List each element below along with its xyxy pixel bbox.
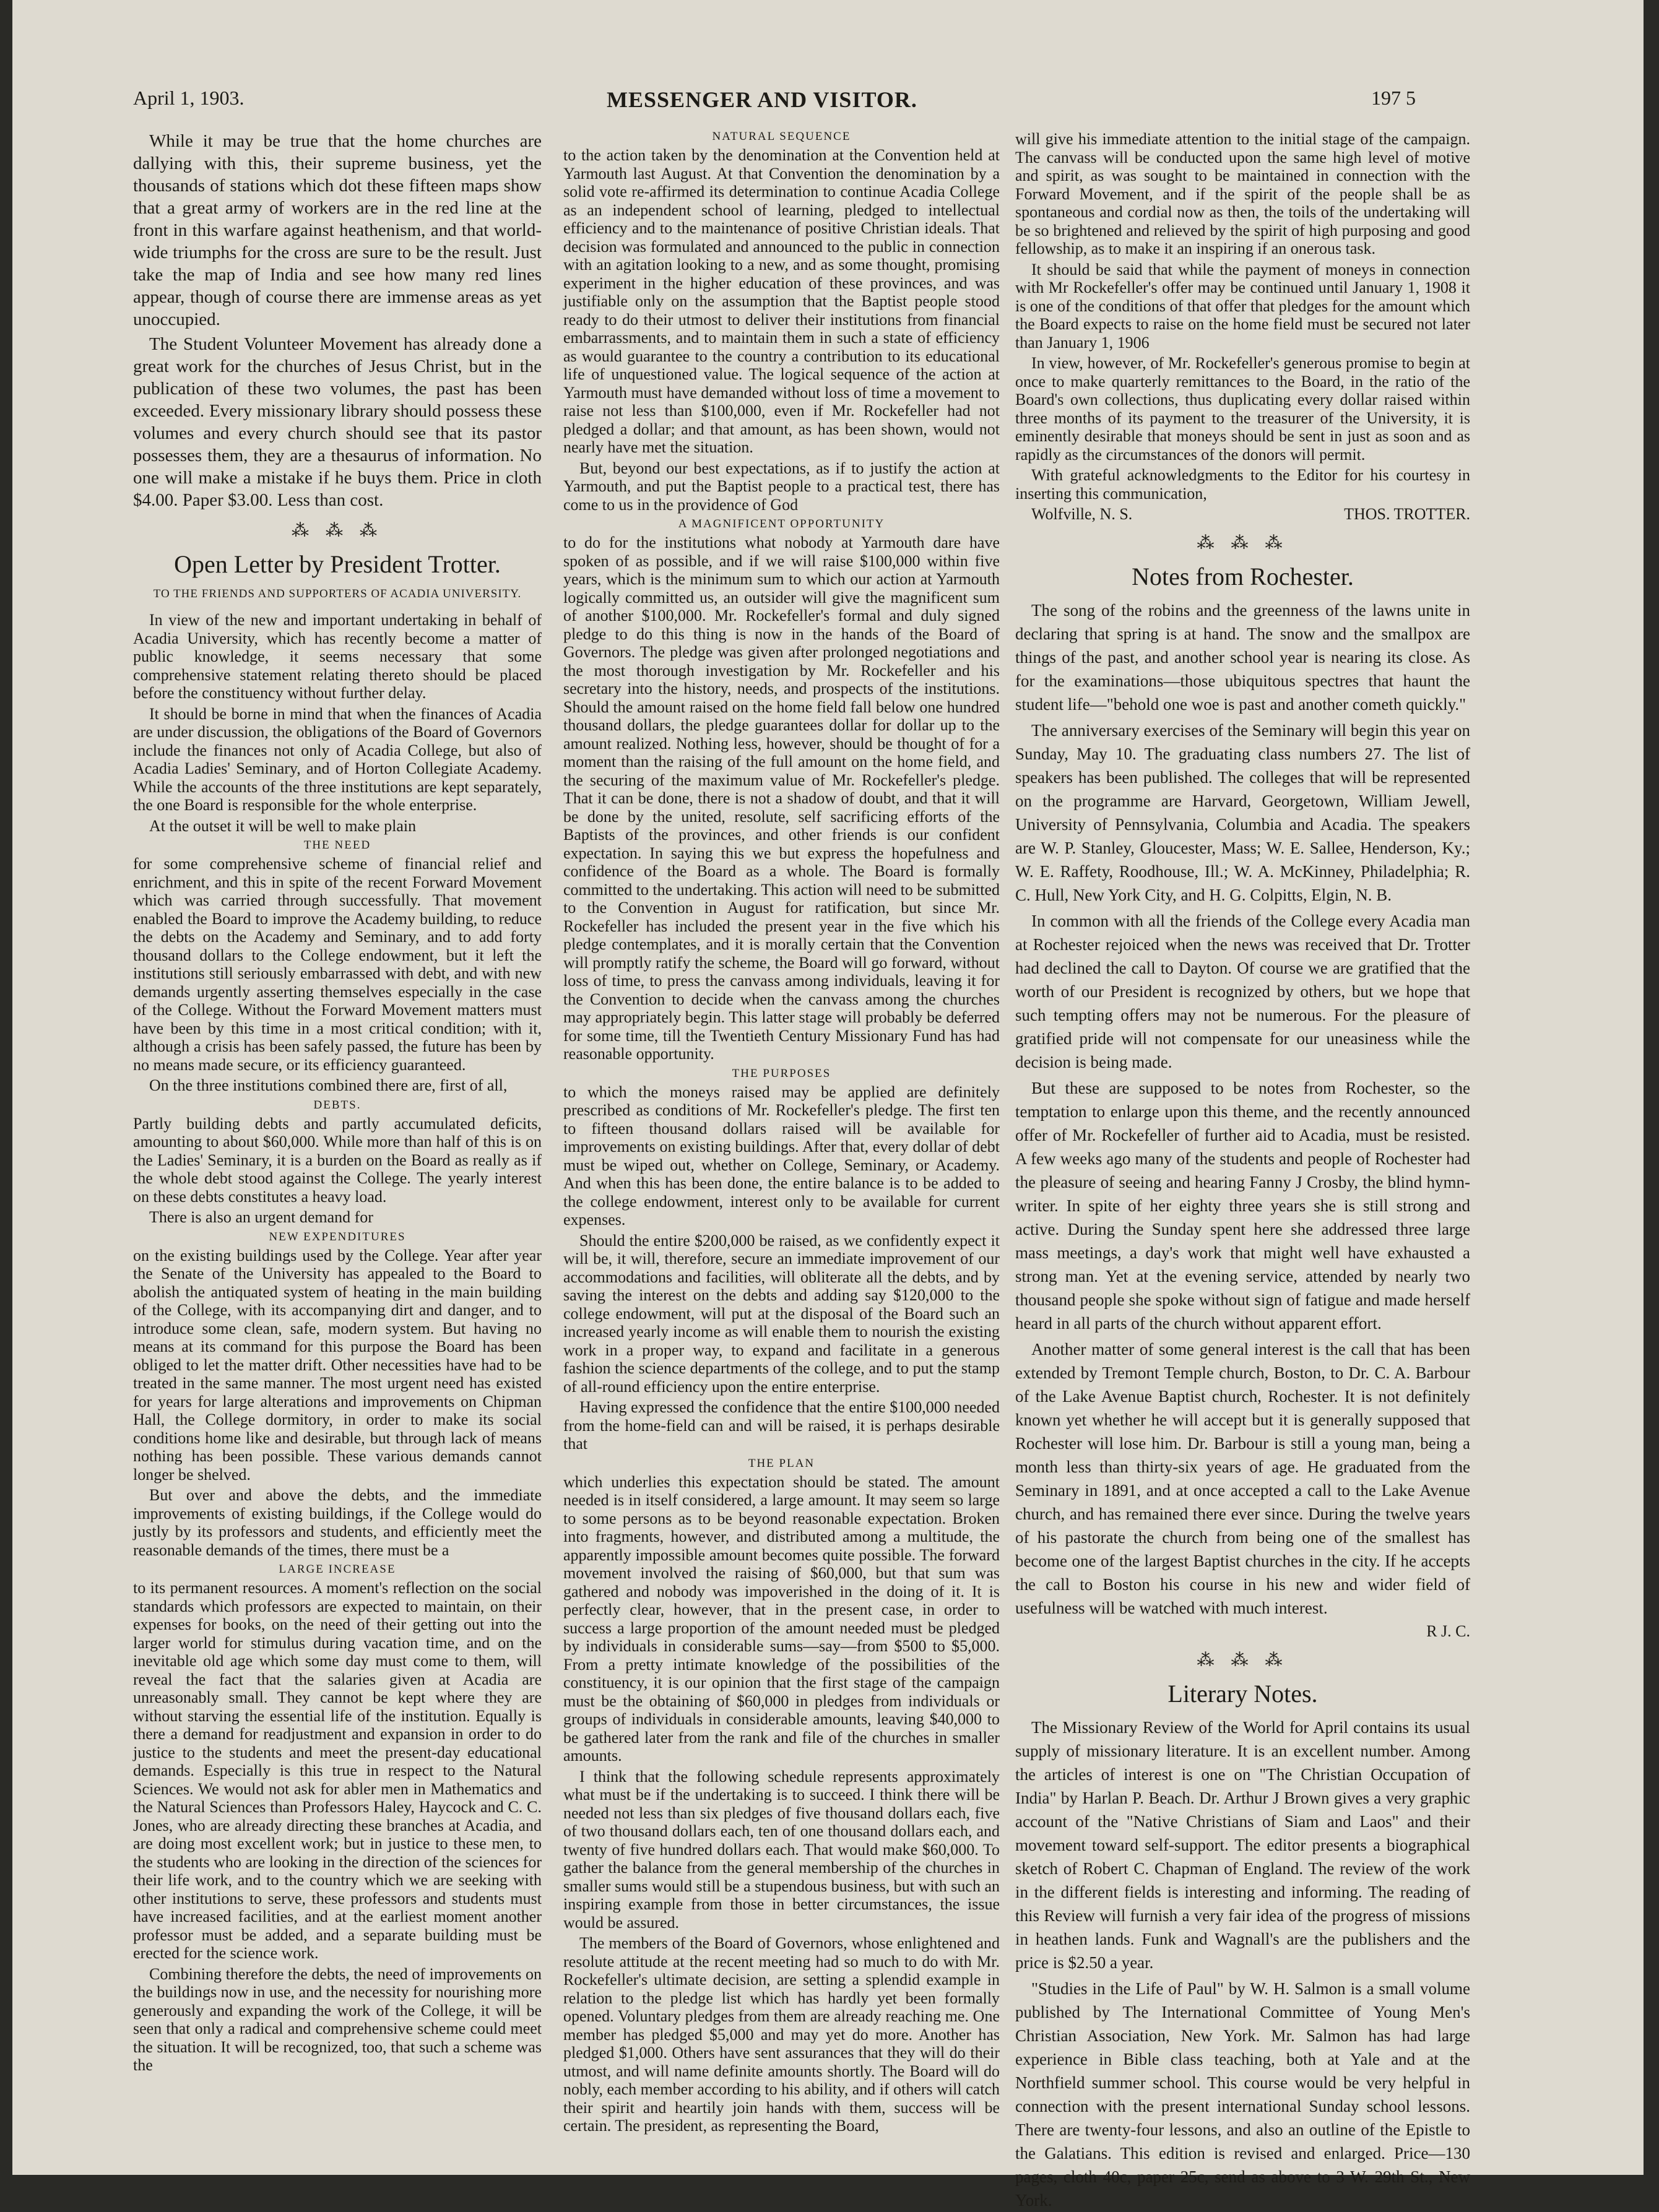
paragraph: The Missionary Review of the World for April contains its usual supply of missionary literature. It is an excellent number. Among the articles of interest is one on "The Christian Occupation of India" by Harlan P. Beach. Dr. Arthur J Brown gives a very graphic account of the "Native Christians of Siam and Laos" and their movement toward self-support. The editor presents a biographical sketch of Robert C. Chapman of England. The review of the work in the different fields is interesting and informing. The reading of this Review will furnish a very fair idea of the progress of missions in heathen lands. Funk and Wagnall's are the publishers and the price is $2.50 a year. (1015, 1718, 1470, 1972)
paragraph: The anniversary exercises of the Seminary will begin this year on Sunday, May 10. The graduating class numbers 27. The list of speakers has been published. The colleges that will be represented on the programme are Harvard, Georgetown, William Jewell, University of Pennsylvania, Columbia and Acadia. The speakers are W. P. Stanley, Gloucester, Mass; W. E. Sallee, Henderson, Ky.; W. E. Raffety, Roodhouse, Ill.; W. A. McKinney, Philadelphia; R. C. Hull, New York City, and H. G. Colpitts, Elgin, N. B. (1015, 721, 1470, 904)
paragraph: on the existing buildings used by the College. Year after year the Senate of the University has appealed to the Board to abolish the antiquated system of heating in the main building of the College, with its accompanying dirt and danger, and to introduce some clean, safe, modern system. But having no means at its command for this purpose the Board has been obliged to let the matter drift. Other necessities have had to be treated in the same manner. The most urgent need has existed for years for large alterations and improvements on Chipman Hall, the College dormitory, in order to make its social conditions home like and desirable, but through lack of means nothing has been possible. These various demands cannot longer be shelved. (133, 1246, 542, 1484)
paragraph: But over and above the debts, and the immediate improvements of existing buildings, if the College would do justly by its professors and students, and efficiently meet the reasonable demands of the times, there must be a (133, 1486, 542, 1559)
paragraph: to the action taken by the denomination at the Convention held at Yarmouth last August. At that Convention the denomination by a solid vote re-affirmed its determination to continue Acadia College as an independent school of learning, pledged to intellectual efficiency and to the maintenance of positive Christian ideals. That decision was formulated and announced to the public in connection with an agitation looking to a new, and as some thought, promising experiment in the higher education of these provinces, and was justifiable only on the assumption that the Baptist people stood ready to do their utmost to deliver their institutions from financial embarrassments, and to maintain them in such a state of efficiency as would guarantee to the country a contribution to its educational life of unquestioned value. The logical sequence of the action at Yarmouth must have demanded without loss of time a movement to raise not less than $100,000, even if Mr. Rockefeller had not pledged a dollar; and that amount, as has been shown, would not nearly have met the situation. (563, 146, 1000, 456)
paragraph: With grateful acknowledgments to the Editor for his courtesy in inserting this communication, (1015, 466, 1470, 503)
paragraph: In view, however, of Mr. Rockefeller's generous promise to begin at once to make quarterly remittances to the Board, in the ratio of the Board's own collections, thus duplicating every dollar raised within three months of its payment to the treasurer of the University, it is eminently desirable that moneys should be sent in just as soon and as rapidly as the circumstances of the donors will permit. (1015, 354, 1470, 464)
subheading: THE PLAN (748, 1456, 815, 1470)
page-header (12, 87, 1644, 124)
paragraph: to its permanent resources. A moment's reflection on the social standards which professors are expected to maintain, on their expenses for books, on the need of their getting out into the larger world for stimulus during vacation time, and on the inevitable old age which some day must come to them, will reveal the fact that the salaries given at Acadia are unreasonably small. They cannot be kept where they are without starving the essential life of the institution. Equally is there a demand for readjustment and expansion in order to do justice to the students and meet the present-day educational demands. Especially is this true in respect to the Natural Sciences. We would not ask for abler men in Mathematics and the Natural Sciences than Professors Haley, Haycock and C. C. Jones, who are already directing these branches at Acadia, and are doing most excellent work; but in justice to these men, to the students who are looking in the direction of the sciences for their life work, and to the country which we are seeking with other institutions to serve, these professors and students must have increased facilities, and at the earliest moment another professor must be added, and a separate building must be erected for the science work. (133, 1579, 542, 1962)
paragraph: In common with all the friends of the College every Acadia man at Rochester rejoiced when the news was received that Dr. Trotter had declined the call to Dayton. Of course we are gratified that the worth of our President is recognized by others, but we hope that such tempting offers may not be numerous. For the pleasure of gratified pride will not compensate for our uneasiness while the decision is being made. (1015, 912, 1470, 1071)
paragraph: The members of the Board of Governors, whose enlightened and resolute attitude at the recent meeting had so much to do with Mr. Rockefeller's ultimate decision, are setting a splendid example in relation to the pledge list which has hardly yet been formally opened. Voluntary pledges from them are already reaching me. One member has pledged $5,000 and may yet do more. Another has pledged $1,000. Others have sent assurances that they will do their utmost, and will name definite amounts shortly. The Board will do nobly, each member according to his ability, and if others will catch their spirit and heartily join hands with them, success will be certain. The president, as representing the Board, (563, 1934, 1000, 2135)
newspaper-page (12, 0, 1644, 2210)
subheading: THE PURPOSES (732, 1066, 831, 1080)
literary-notes-body (1015, 1716, 1470, 2212)
section-divider: ⁂ ⁂ ⁂ (1197, 1651, 1289, 1670)
paragraph: to which the moneys raised may be applied are definitely prescribed as conditions of Mr. Rockefeller's pledge. The first ten to fifteen thousand dollars raised will be available for improvements on existing buildings. After that, every dollar of debt must be wiped out, whether on College, Seminary, or Academy. And when this has been done, the entire balance is to be added to the college endowment, interest only to be available for current expenses. (563, 1082, 1000, 1229)
paragraph: for some comprehensive scheme of financial relief and enrichment, and this in spite of the recent Forward Movement which was carried through successfully. That movement enabled the Board to improve the Academy building, to reduce the debts on the Academy and Seminary, and to add forty thousand dollars to the College endowment, but it left the institutions still seriously embarrassed with debt, and with new demands urgently asserting themselves especially in the case of the College. Without the Forward Movement matters must have been by this time in a most critical condition; with it, although a crisis has been safely passed, the future has been by no means made secure, or its efficiency guaranteed. (133, 855, 542, 1074)
section-divider: ⁂ ⁂ ⁂ (292, 521, 383, 540)
paragraph: While it may be true that the home churches are dallying with this, their supreme business, yet the thousands of stations which dot these fifteen maps show that a great army of workers are in the red line at the front in this warfare against heathenism, and that world-wide triumphs for the cross are sure to be the result. Just take the map of India and see how many red lines appear, though of course there are immense areas as yet unoccupied. (133, 131, 542, 329)
subheading: NEW EXPENDITURES (269, 1230, 406, 1243)
page-number: 197 5 (1371, 87, 1416, 109)
paragraph: "Studies in the Life of Paul" by W. H. Salmon is a small volume published by The International Committee of Young Men's Christian Association, New York. Mr. Salmon has had large experience in Bible class teaching, both at Yale and at the Northfield summer school. This course would be very helpful in connection with the present international Sunday school lessons. There are twenty-four lessons, and also an outline of the Epistle to the Galatians. This edition is revised and enlarged. Price—130 pages, cloth 40c, paper 25c, send as above to 3 W. 29th St., New York. (1015, 1979, 1470, 2210)
column-3 (1015, 130, 1470, 2210)
masthead-title: MESSENGER AND VISITOR. (607, 87, 917, 112)
paragraph: Partly building debts and partly accumulated deficits, amounting to about $60,000. While more than half of this is on the Ladies' Seminary, it is a burden on the Board as really as if the whole debt stood against the College. The yearly interest on these debts constitutes a heavy load. (133, 1114, 542, 1206)
paragraph: will give his immediate attention to the initial stage of the campaign. The canvass will be conducted upon the same high level of motive and spirit, as was sought to be maintained in connection with the Forward Movement, and if the spirit of the people shall be as spontaneous and cordial now as then, the toils of the undertaking will be so brightened and relieved by the spirit of high purposing and good fellowship, as to make it an inspiring if an onerous task. (1015, 130, 1470, 257)
paragraph: There is also an urgent demand for (149, 1208, 373, 1226)
article-title: Literary Notes. (1167, 1680, 1318, 1708)
signature-line (1015, 505, 1470, 524)
subheading: LARGE INCREASE (279, 1563, 396, 1576)
paragraph: to do for the institutions what nobody at Yarmouth dare have spoken of as possible, and if we will raise $100,000 within five years, which is the minimum sum to which our action at Yarmouth logically committed us, an outsider will give the magnificent sum of another $100,000. Mr. Rockefeller's formal and duly signed pledge to do this thing is now in the hands of the Board of Governors. The pledge was given after prolonged negotiations and the most thorough investigation by Mr. Rockefeller and his secretary into the history, needs, and prospects of the institutions. Should the amount raised on the home field fall below one hundred thousand dollars, the pledge guarantees dollar for dollar up to the amount realized. Nothing less, however, should be thought of for a moment than the raising of the full amount on the home field, and the securing of the maximum value of Mr. Rockefeller's pledge. That it can be done, there is not a shadow of doubt, and that it will be done by the united, resolute, self sacrificing efforts of the Baptists of the provinces, and other friends is our confident expectation. In saying this we but express the hopefulness and confidence of the Board as a whole. The Board is formally committed to the undertaking. This action will need to be submitted to the Convention in August for ratification, but since Mr. Rockefeller has included the present year in the five which his pledge contemplates, and it is morally certain that the Convention will promptly ratify the scheme, the Board will go forward, without loss of time, to press the canvass among individuals, leaving it for the Convention to decide when the canvass among the churches may appropriately begin. This latter stage will probably be deferred for some time, till the Twentieth Century Missionary Fund has had reasonable opportunity. (563, 534, 1000, 1063)
paragraph: But these are supposed to be notes from Rochester, so the temptation to enlarge upon this theme, and the recently announced offer of Mr. Rockefeller of further aid to Acadia, must be resisted. A few weeks ago many of the students and people of Rochester had the pleasure of seeing and hearing Fanny J Crosby, the blind hymn-writer. In spite of her eighty three years she is still strong and active. During the Sunday spent here she addressed three large mass meetings, a day's work that might well have exhausted a strong man. Yet at the evening service, attended by nearly two thousand people she spoke without sign of fatigue and made herself heard in all parts of the church without apparent effort. (1015, 1079, 1470, 1333)
paragraph: Combining therefore the debts, the need of improvements on the buildings now in use, and the necessity for nourishing more generously and expanding the work of the College, it will be seen that only a radical and comprehensive scheme could meet the situation. It will be recognized, too, that such a scheme was the (133, 1964, 542, 2074)
paragraph: I think that the following schedule represents approximately what must be if the undertaking is to succeed. I think there will be needed not less than six pledges of five thousand dollars each, five of two thousand dollars each, ten of one thousand dollars each, and twenty of five hundred dollars each. That would make $60,000. To gather the balance from the general membership of the churches in smaller sums would still be a stupendous business, but with such an inspiring example from those in better circumstances, the issue would be assured. (563, 1767, 1000, 1932)
subheading: THE NEED (303, 839, 371, 852)
paragraph: It should be said that while the payment of moneys in connection with Mr Rockefeller's offer may be continued until January 1, 1908 it is one of the conditions of that offer that pledges for the amount which the Board expects to raise on the home field must be secured not later than January 1, 1906 (1015, 260, 1470, 352)
paragraph: The Student Volunteer Movement has already done a great work for the churches of Jesus Christ, but in the publication of these two volumes, the past has been exceeded. Every missionary library should possess these volumes and every church should see that its pastor possesses them, they are a thesaurus of information. No one will make a mistake if he buys them. Price in cloth $4.00. Paper $3.00. Less than cost. (133, 334, 542, 510)
author-initials: R J. C. (1426, 1622, 1470, 1640)
section-divider: ⁂ ⁂ ⁂ (1197, 534, 1289, 553)
rochester-notes-body (1015, 598, 1470, 1620)
signature-name: THOS. TROTTER. (1344, 505, 1470, 523)
article-title: Open Letter by President Trotter. (174, 550, 501, 578)
paragraph: which underlies this expectation should be stated. The amount needed is in itself considered, a large amount. It may seem so large to some persons as to be beyond reasonable expectation. Broken into fragments, however, and distributed among a multitude, the apparently impossible amount becomes quite possible. The forward movement involved the raising of $60,000, but that sum was gathered and nobody was impoverished in the doing of it. It is perfectly clear, however, that in the present case, in order to success a large proportion of the amount needed must be pledged by individuals in considerable sums—say—from $500 to $5,000. From a pretty intimate knowledge of the possibilities of the constituency, it is our opinion that the first stage of the campaign must be the obtaining of $60,000 in pledges from individuals or groups of individuals in considerable amounts, leaving $40,000 to be gathered later from the rank and file of the churches in smaller amounts. (563, 1472, 1000, 1765)
paragraph: At the outset it will be well to make plain (149, 816, 417, 835)
column-2 (563, 130, 1000, 2141)
issue-date: April 1, 1903. (133, 87, 245, 109)
signature-place: Wolfville, N. S. (1031, 505, 1133, 523)
subheading: DEBTS. (313, 1098, 362, 1112)
paragraph: Should the entire $200,000 be raised, as we confidently expect it will be, it will, therefore, secure an immediate improvement of our accommodations and facilities, will obliterate all the debts, and by saving the interest on the debts and adding say $120,000 to the college endowment, will put at the disposal of the Board such an increased yearly income as will enable them to nourish the existing work in a proper way, to expand and facilitate in a generous fashion the science departments of the college, and to put the stamp of all-round efficiency upon the entire enterprise. (563, 1231, 1000, 1396)
article-salutation: TO THE FRIENDS AND SUPPORTERS OF ACADIA UNIVERSITY. (153, 587, 522, 600)
subheading: A MAGNIFICENT OPPORTUNITY (678, 517, 885, 530)
paragraph: But, beyond our best expectations, as if to justify the action at Yarmouth, and put the Baptist people to a practical test, there has come to us in the providence of God (563, 459, 1000, 514)
subheading: NATURAL SEQUENCE (712, 130, 851, 143)
paragraph: On the three institutions combined there are, first of all, (149, 1076, 508, 1094)
paragraph: Having expressed the confidence that the entire $100,000 needed from the home-field can and will be raised, it is perhaps desirable that (563, 1398, 1000, 1453)
paragraph: The song of the robins and the greenness of the lawns unite in declaring that spring is at hand. The snow and the smallpox are things of the past, and another school year is nearing its close. As for the examinations—those ubiquitous spectres that haunt the student life—"behold one woe is past and another cometh quickly." (1015, 601, 1470, 714)
paragraph: Another matter of some general interest is the call that has been extended by Tremont Temple church, Boston, to Dr. C. A. Barbour of the Lake Avenue Baptist church, Rochester. It is not definitely known yet whether he will accept but it is generally supposed that Rochester will lose him. Dr. Barbour is still a young man, being a month less than thirty-six years of age. He graduated from the Seminary in 1891, and at once accepted a call to the Lake Avenue church, and has remained there ever since. During the twelve years of his pastorate the church from being one of the smallest has become one of the largest Baptist churches in the city. If he accepts the call to Boston his course in his new and wider field of usefulness will be watched with much interest. (1015, 1340, 1470, 1617)
book-review-ending (133, 130, 542, 511)
paragraph: It should be borne in mind that when the finances of Acadia are under discussion, the obligations of the Board of Governors include the finances not only of Acadia College, but also of Acadia Ladies' Seminary, and of Horton Collegiate Academy. While the accounts of the three institutions are kept separately, the one Board is responsible for the whole enterprise. (133, 704, 542, 814)
article-title: Notes from Rochester. (1132, 563, 1354, 590)
column-1 (133, 130, 542, 2141)
paragraph: In view of the new and important undertaking in behalf of Acadia University, which has recently become a matter of public knowledge, it seems necessary that some comprehensive statement relating thereto should be placed before the constituency without further delay. (133, 611, 542, 702)
